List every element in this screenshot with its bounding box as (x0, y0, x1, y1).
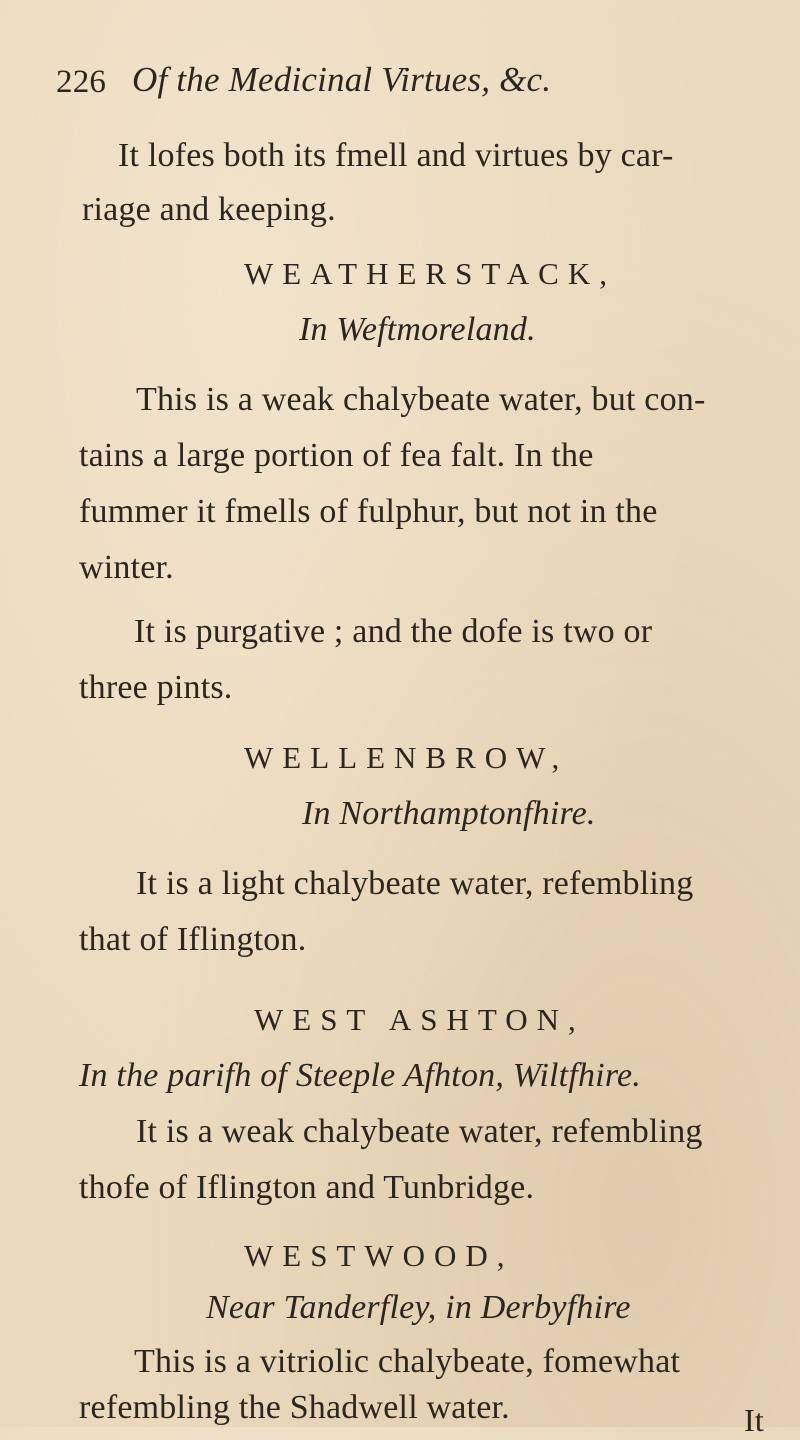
text-line: refembling the Shadwell water. (79, 1389, 510, 1426)
section-subheading: In Weftmoreland. (299, 311, 536, 348)
text-line: It lofes both its fmell and virtues by car- (118, 137, 674, 174)
section-subheading: In the parifh of Steeple Afhton, Wiltfhire. (79, 1057, 641, 1094)
section-heading: WEST ASHTON, (254, 1002, 585, 1037)
text-line: winter. (79, 549, 174, 586)
text-line: three pints. (79, 669, 233, 706)
text-line: It is a weak chalybeate water, refembling (136, 1113, 703, 1150)
text-line: tains a large portion of fea falt. In the (79, 437, 594, 474)
running-title: Of the Medicinal Virtues, &c. (132, 60, 552, 99)
text-line: It is purgative ; and the dofe is two or (134, 613, 653, 650)
catchword: It (744, 1402, 764, 1438)
text-line: thofe of Iflington and Tunbridge. (79, 1169, 535, 1206)
section-heading: WESTWOOD, (244, 1238, 514, 1273)
text-line: that of Iflington. (79, 921, 307, 958)
section-heading: WEATHERSTACK, (244, 256, 616, 291)
section-heading: WELLENBROW, (244, 740, 569, 775)
page-number: 226 (56, 64, 107, 100)
text-line: riage and keeping. (82, 191, 336, 228)
text-line: fummer it fmells of fulphur, but not in the (79, 493, 658, 530)
text-line: This is a vitriolic chalybeate, fomewhat (134, 1343, 681, 1380)
section-subheading: Near Tanderfley, in Derbyfhire (206, 1289, 631, 1326)
section-subheading: In Northamptonfhire. (302, 795, 596, 832)
text-line: This is a weak chalybeate water, but con- (136, 381, 706, 418)
text-line: It is a light chalybeate water, refembling (136, 865, 694, 902)
